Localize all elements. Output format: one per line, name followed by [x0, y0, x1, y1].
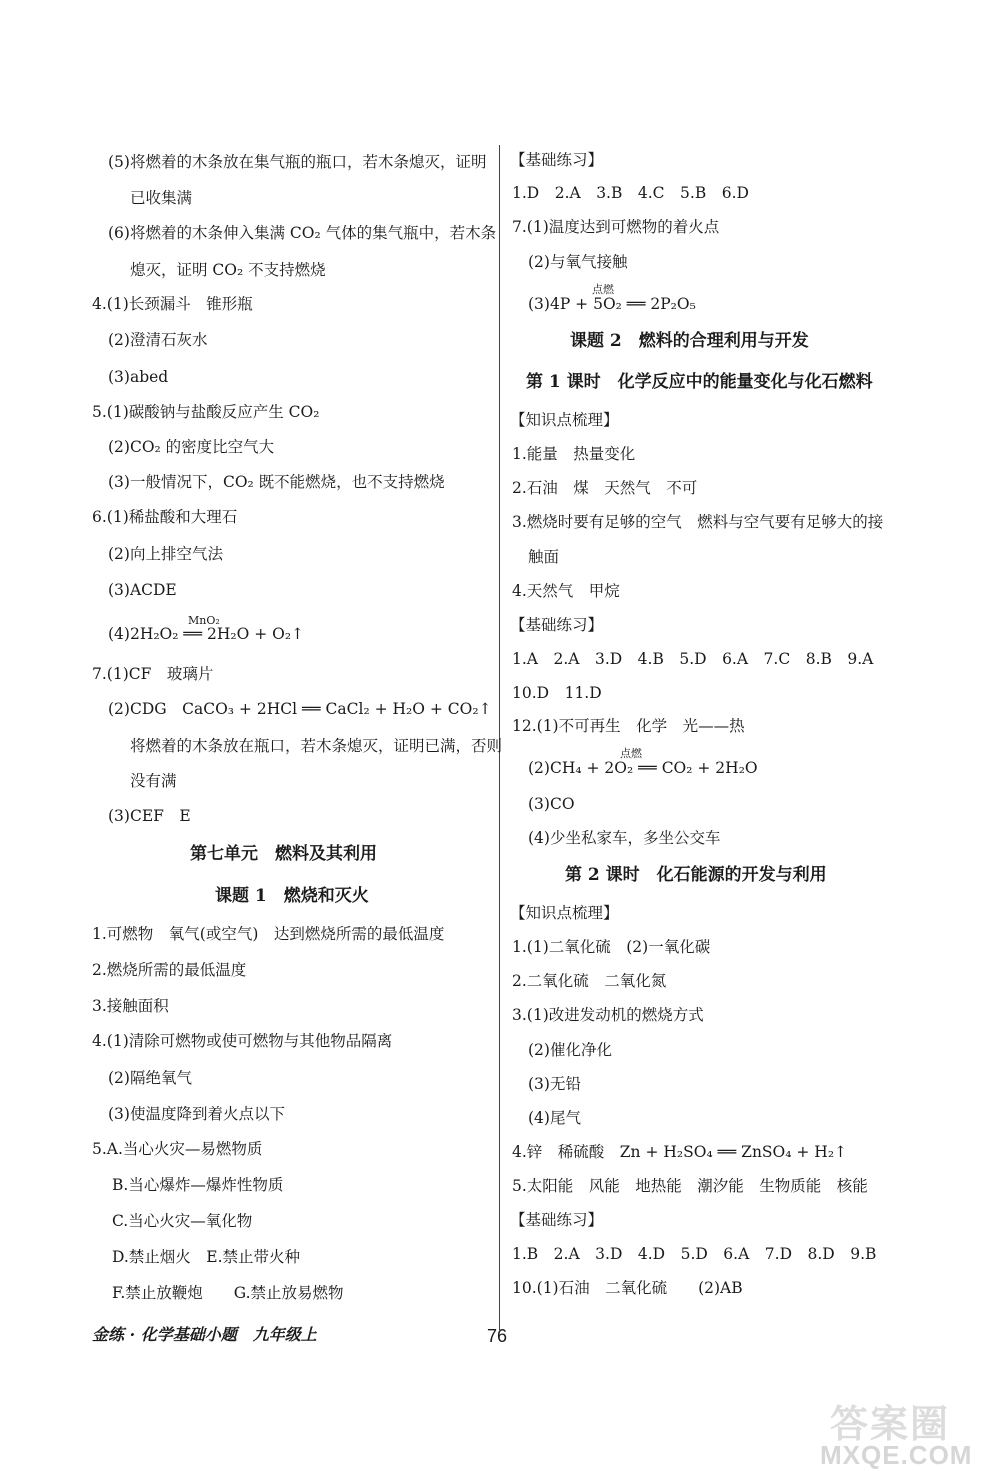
- text-line: 1.A 2.A 3.D 4.B 5.D 6.A 7.C 8.B 9.A: [512, 650, 874, 668]
- text-line: 5.太阳能 风能 地热能 潮汐能 生物质能 核能: [512, 1177, 868, 1195]
- text-line: (2)CDG CaCO₃ + 2HCl ══ CaCl₂ + H₂O + CO₂↑: [108, 700, 492, 718]
- section-label: 【基础练习】: [510, 1211, 604, 1229]
- text-line: (3)ACDE: [108, 581, 177, 599]
- watermark-site: MXQE.COM: [820, 1440, 973, 1470]
- text-line: (3)CEF E: [108, 807, 191, 825]
- text-line: 熄灭，证明 CO₂ 不支持燃烧: [130, 261, 326, 279]
- text-line: (2)隔绝氧气: [108, 1069, 192, 1087]
- section-label: 【基础练习】: [510, 616, 604, 634]
- text-line: 5.(1)碳酸钠与盐酸反应产生 CO₂: [92, 403, 320, 421]
- text-line: (4)尾气: [528, 1109, 581, 1127]
- section-label: 【知识点梳理】: [510, 411, 619, 429]
- text-line: 1.(1)二氧化硫 (2)一氧化碳: [512, 938, 711, 956]
- text-line: (3)CO: [528, 795, 575, 813]
- text-line: (2)催化净化: [528, 1041, 612, 1059]
- text-line: 5.A.当心火灾—易燃物质: [92, 1140, 263, 1158]
- text-line: C.当心火灾—氧化物: [112, 1212, 253, 1230]
- text-line: (6)将燃着的木条伸入集满 CO₂ 气体的集气瓶中，若木条: [108, 224, 497, 242]
- lesson2-title: 第 2 课时 化石能源的开发与利用: [565, 865, 827, 885]
- text-line: (4)少坐私家车，多坐公交车: [528, 829, 721, 847]
- text-line: D.禁止烟火 E.禁止带火种: [112, 1248, 301, 1266]
- topic-title: 课题 1 燃烧和灭火: [215, 886, 369, 906]
- text-line: 2.石油 煤 天然气 不可: [512, 479, 698, 497]
- watermark-logo: 答案圈: [830, 1401, 951, 1446]
- text-line: (3)abed: [108, 368, 169, 386]
- topic2-title: 课题 2 燃料的合理利用与开发: [570, 331, 809, 351]
- text-line: 4.(1)清除可燃物或使可燃物与其他物品隔离: [92, 1032, 393, 1050]
- text-line: (2)CO₂ 的密度比空气大: [108, 438, 275, 456]
- text-line: (2)与氧气接触: [528, 253, 628, 271]
- section-label: 【知识点梳理】: [510, 904, 619, 922]
- text-line: (4)2H₂O₂ ══ 2H₂O + O₂↑: [108, 625, 305, 643]
- text-line: B.当心爆炸—爆炸性物质: [112, 1176, 284, 1194]
- text-line: 1.能量 热量变化: [512, 445, 636, 463]
- text-line: 7.(1)CF 玻璃片: [92, 665, 214, 683]
- text-line: 2.二氧化硫 二氧化氮: [512, 972, 667, 990]
- text-line: 3.接触面积: [92, 997, 169, 1015]
- footer-book-title: 金练 · 化学基础小题 九年级上: [92, 1325, 317, 1344]
- section-label: 【基础练习】: [510, 151, 604, 169]
- text-line: (3)无铅: [528, 1075, 581, 1093]
- text-line: 6.(1)稀盐酸和大理石: [92, 508, 238, 526]
- text-line: 4.(1)长颈漏斗 锥形瓶: [92, 295, 253, 313]
- condition-label: 点燃: [620, 747, 642, 760]
- text-line: (2)CH₄ + 2O₂ ══ CO₂ + 2H₂O: [528, 759, 758, 777]
- text-line: 已收集满: [130, 189, 193, 207]
- text-line: 3.(1)改进发动机的燃烧方式: [512, 1006, 704, 1024]
- text-line: 4.天然气 甲烷: [512, 582, 620, 600]
- lesson1-title: 第 1 课时 化学反应中的能量变化与化石燃料: [526, 372, 873, 392]
- text-line: (3)一般情况下，CO₂ 既不能燃烧，也不支持燃烧: [108, 473, 445, 491]
- unit-title: 第七单元 燃料及其利用: [190, 844, 377, 864]
- text-line: 10.D 11.D: [512, 684, 602, 702]
- text-line: 3.燃烧时要有足够的空气 燃料与空气要有足够大的接: [512, 513, 884, 531]
- text-line: 7.(1)温度达到可燃物的着火点: [512, 218, 720, 236]
- text-line: 1.B 2.A 3.D 4.D 5.D 6.A 7.D 8.D 9.B: [512, 1245, 877, 1263]
- text-line: 2.燃烧所需的最低温度: [92, 961, 247, 979]
- text-line: (3)使温度降到着火点以下: [108, 1105, 285, 1123]
- text-line: 触面: [528, 548, 560, 566]
- condition-label: 点燃: [592, 283, 614, 296]
- text-line: (2)向上排空气法: [108, 545, 223, 563]
- text-line: 1.D 2.A 3.B 4.C 5.B 6.D: [512, 184, 749, 202]
- text-line: (3)4P + 5O₂ ══ 2P₂O₅: [528, 295, 696, 313]
- text-line: F.禁止放鞭炮 G.禁止放易燃物: [112, 1284, 344, 1302]
- text-line: 没有满: [130, 772, 177, 790]
- text-line: 1.可燃物 氧气(或空气) 达到燃烧所需的最低温度: [92, 925, 445, 943]
- text-line: (5)将燃着的木条放在集气瓶的瓶口，若木条熄灭，证明: [108, 153, 487, 171]
- catalyst-label: MnO₂: [188, 614, 220, 627]
- page-number: 76: [487, 1326, 508, 1346]
- text-line: 10.(1)石油 二氧化硫 (2)AB: [512, 1279, 743, 1297]
- text-line: 12.(1)不可再生 化学 光——热: [512, 717, 745, 735]
- text-line: (2)澄清石灰水: [108, 331, 208, 349]
- text-line: 将燃着的木条放在瓶口，若木条熄灭，证明已满，否则: [130, 737, 503, 755]
- text-line: 4.锌 稀硫酸 Zn + H₂SO₄ ══ ZnSO₄ + H₂↑: [512, 1143, 848, 1161]
